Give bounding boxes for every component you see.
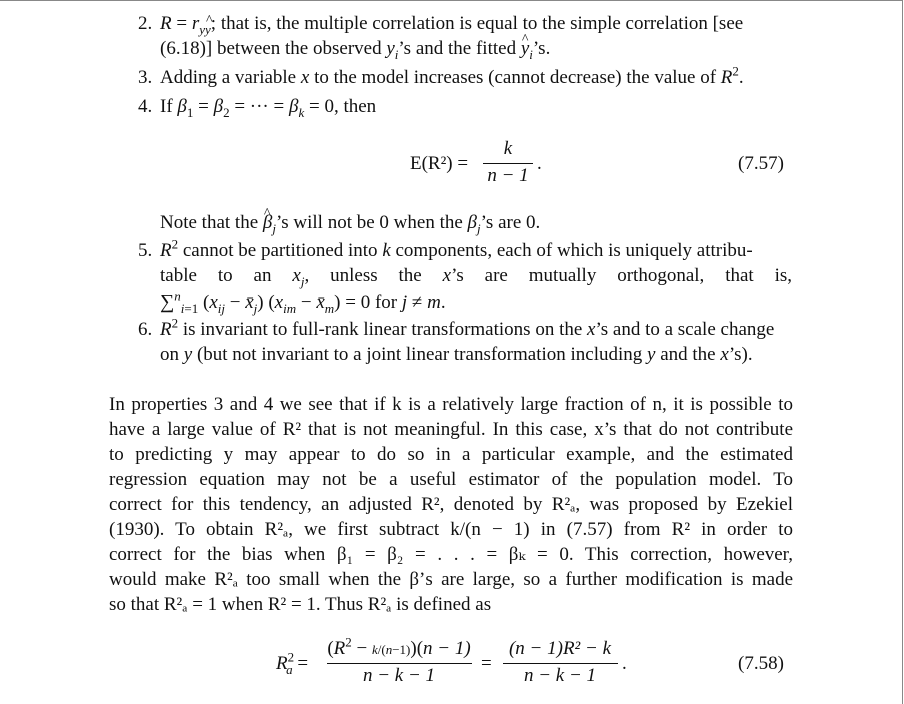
equation-7-58-denominator-2 xyxy=(500,665,620,687)
fraction-bar xyxy=(503,663,618,664)
numerator-text: k xyxy=(503,138,513,159)
item-number: 6. xyxy=(138,319,153,340)
equation-7-58-denominator-1 xyxy=(324,665,474,687)
item-text: If $\beta_1 = \beta_2$ = ··· = $\beta_k = 0$, then xyxy=(160,96,377,120)
note-segment: ’s will not be 0 when the xyxy=(275,212,463,233)
item-text: Adding a variable x to the model increases (cannot decrease) the value of $R^2$. xyxy=(160,63,744,88)
item-text-segment: then xyxy=(343,96,377,117)
note-segment: ’s are 0. xyxy=(480,212,541,233)
equation-period: . xyxy=(622,653,627,674)
item-text-segment: unless the xyxy=(330,265,422,286)
paragraph-line: correct for the bias when β₁ = β₂ = . . . = βₖ = 0. This correction, however, xyxy=(109,544,793,565)
fraction-bar xyxy=(327,663,472,664)
item-text-segment: If xyxy=(160,96,173,117)
equation-7-57-numerator xyxy=(482,138,534,160)
item-text: $R^2$ is invariant to full-rank linear transformations on the x’s and to a scale change xyxy=(160,315,775,340)
paragraph-line: (1930). To obtain R²ₐ, we first subtract k/(n − 1) in (7.57) from R² in order to xyxy=(109,519,793,540)
denominator-text: n − 1 xyxy=(487,165,529,186)
item-text-segment: is, the multiple correlation is equal to the simple correlation [see xyxy=(254,13,744,34)
item-text-segment: ’s and the fitted xyxy=(398,38,517,59)
equation-number-7-58: (7.58) xyxy=(738,653,784,674)
item-text-segment: is invariant to full-rank linear transformations on the xyxy=(182,319,583,340)
item-number: 2. xyxy=(138,13,153,34)
item-text-segment: ’s). xyxy=(728,344,753,365)
item-text-segment: (6.18)] between the observed xyxy=(160,38,382,59)
equation-7-58-numerator-1: $(R^2 - k/(n-1))(n - 1)$ xyxy=(327,634,471,659)
paragraph-line: to predicting y may appear to do so in a particular example, and the estimated xyxy=(109,444,793,465)
item-text-segment: table to an xyxy=(160,265,272,286)
equals-sign: = xyxy=(481,653,492,674)
paragraph-line: so that R²ₐ = 1 when R² = 1. Thus R²ₐ is defined as xyxy=(109,594,492,615)
equation-period: . xyxy=(537,153,542,174)
item-text-segment: ’s and to a scale change xyxy=(595,319,775,340)
equation-7-58-lhs: $R^2_a$ = xyxy=(276,649,309,677)
item-text-segment: and the xyxy=(660,344,716,365)
item-number: 4. xyxy=(138,96,153,117)
fraction-bar xyxy=(483,163,533,164)
numerator-text: n − 1) xyxy=(423,638,471,659)
note-text: Note that the ^ $\beta_j’s$ will not be 0 when the $\beta_j’s$ are 0. xyxy=(160,211,540,235)
item-text-segment: on xyxy=(160,344,179,365)
paragraph-line: correct for this tendency, an adjusted R², denoted by R²ₐ, was proposed by Ezekiel xyxy=(109,494,793,515)
paragraph-line: In properties 3 and 4 we see that if k is a relatively large fraction of n, it is possible to xyxy=(109,394,793,415)
equation-7-57-lhs: E(R²) = xyxy=(410,153,469,174)
item-text-segment: to the model increases (cannot decrease) the value of xyxy=(314,67,717,88)
item-number: 5. xyxy=(138,240,153,261)
item-text: $R = r_{yy}$; that is, the multiple correlation is equal to the simple correlation [see xyxy=(160,13,744,37)
page-border-right xyxy=(902,0,903,704)
orthogonality-condition: ∑$^n_{i=1}$ ($x_{ij}$ − $x̄_j$) ($x_{im}$ − $x̄_m) = 0$ for j ≠ m. xyxy=(160,288,446,316)
item-text: $R^2$ cannot be partitioned into k components, each of which is uniquely attribu- xyxy=(160,236,753,261)
equation-7-57-denominator xyxy=(482,165,534,187)
equation-7-58-numerator-2 xyxy=(500,638,620,660)
list-item-5-cont: table to an $x_j$, unless the x’s are mutually orthogonal, that is, xyxy=(160,265,793,289)
item-text-segment: Adding a variable xyxy=(160,67,297,88)
page-border-top xyxy=(0,0,902,1)
paragraph-line: have a large value of R² that is not meaningful. In this case, x’s that do not contribute xyxy=(109,419,793,440)
item-text-segment: ’s are mutually orthogonal, that is, xyxy=(451,265,793,286)
equation-number-7-57: (7.57) xyxy=(738,153,784,174)
list-item-2-cont: (6.18)] between the observed $y_i’s$ and the fitted ^ $y_i’s$. xyxy=(160,37,550,61)
numerator-text: (n − 1)R² − k xyxy=(508,638,612,659)
denominator-text: n − k − 1 xyxy=(362,665,436,686)
item-text-segment: components, each of which is uniquely attribu- xyxy=(395,240,753,261)
list-item-6-cont: on y (but not invariant to a joint linear transformation including y and the x’s). xyxy=(160,344,753,365)
note-segment: Note that the xyxy=(160,212,259,233)
paragraph-line: would make R²ₐ too small when the β’s are large, so a further modification is made xyxy=(109,569,793,590)
item-number: 3. xyxy=(138,67,153,88)
denominator-text: n − k − 1 xyxy=(523,665,597,686)
item-text-segment: cannot be partitioned into xyxy=(182,240,378,261)
paragraph-line: regression equation may not be a useful estimator of the population model. To xyxy=(109,469,793,490)
item-text-segment: (but not invariant to a joint linear transformation including xyxy=(196,344,643,365)
